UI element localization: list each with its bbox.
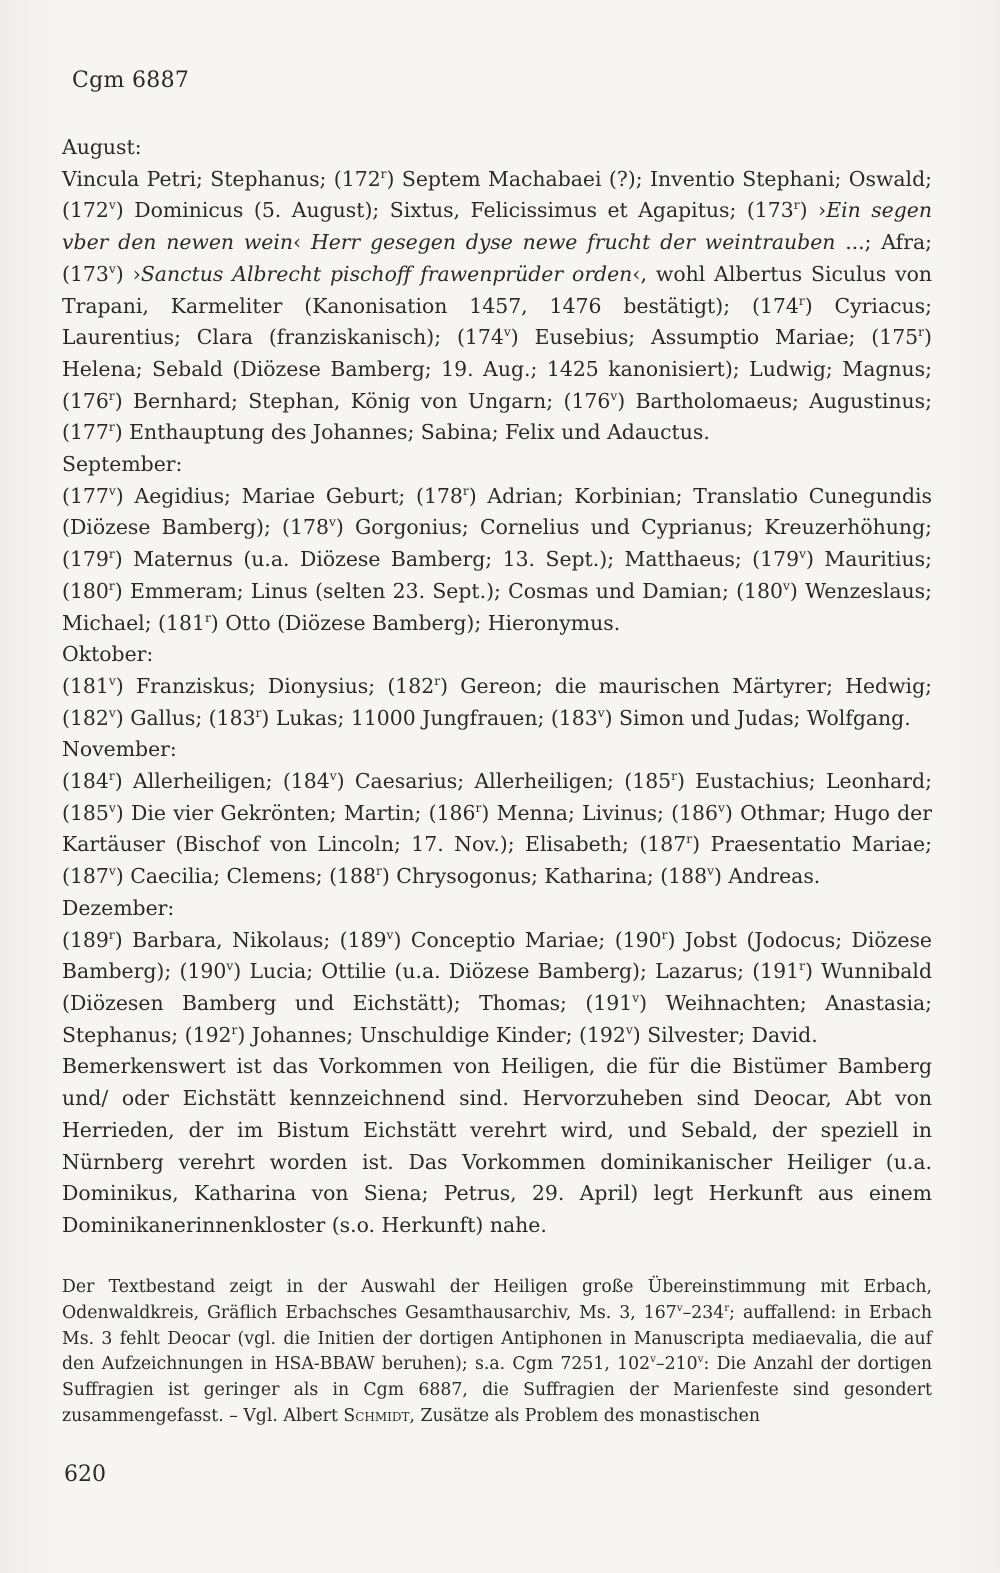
running-head: Cgm 6887	[72, 68, 190, 93]
folio-side-marker: v	[108, 262, 116, 277]
folio-side-marker: r	[108, 420, 115, 435]
month-heading: August:	[62, 135, 142, 159]
folio-side-marker: v	[108, 800, 116, 815]
folio-side-marker: r	[204, 610, 211, 625]
italic-incipit: Ein segen vber den newen wein	[62, 198, 932, 255]
folio-side-marker: r	[434, 674, 441, 689]
month-heading: Dezember:	[62, 895, 175, 920]
folio-side-marker: v	[718, 800, 725, 815]
folio-side-marker: r	[475, 800, 482, 815]
month-heading: Oktober:	[62, 642, 154, 667]
folio-side-marker: r	[918, 325, 925, 340]
folio-side-marker: r	[686, 832, 693, 847]
folio-side-marker: v	[650, 1353, 657, 1366]
folio-side-marker: r	[375, 864, 382, 879]
folio-side-marker: r	[108, 769, 115, 784]
folio-side-marker: v	[632, 991, 640, 1006]
folio-side-marker: v	[108, 705, 116, 720]
calendar-text	[62, 132, 932, 1242]
folio-side-marker: r	[108, 388, 115, 403]
folio-side-marker: r	[799, 959, 805, 974]
folio-side-marker: v	[328, 515, 336, 530]
folio-side-marker: r	[661, 927, 668, 942]
page-number: 620	[64, 1462, 106, 1487]
month-saints: (184$^r$) Allerheiligen; (184$^v$) Caesarius; Allerheiligen; (185$^r$) Eustachius; Leonhard; (185$^v$) Die vier Gekrönten; Martin; (186$^r$) Menna; Livinus; (186$^v$) Othmar; Hugo der Kartäuser (Bischof von Lincoln; 17. Nov.); Elisabeth; (187$^r$) Praesentatio Mariae; (187$^v$) Caecilia; Clemens; (188$^r$) Chrysogonus; Katharina; (188$^v$) Andreas.	[62, 769, 933, 889]
italic-incipit: Sanctus Albrecht pischoff frawenprüder orden	[140, 261, 633, 286]
folio-side-marker: r	[108, 579, 115, 594]
month-heading: September:	[62, 452, 183, 477]
month-heading: November:	[62, 737, 177, 762]
author-name: Schmidt	[343, 1405, 410, 1426]
folio-side-marker: v	[676, 1302, 683, 1315]
folio-side-marker: v	[329, 769, 337, 784]
folio-side-marker: r	[108, 927, 115, 942]
folio-side-marker: v	[610, 388, 618, 403]
folio-side-marker: v	[226, 959, 234, 974]
note-paragraph: Der Textbestand zeigt in der Auswahl der Heiligen große Übereinstimmung mit Erbach, Odenwaldkreis, Gräflich Erbachsches Gesamthausarchiv, Ms. 3, 167$^v$–234$^r$; auffallend: in Erbach Ms. 3 fehlt Deocar (vgl. die Initien der dortigen Antiphonen in Manuscripta mediaevalia, die auf den Aufzeichnungen in HSA-BBAW beruhen); s.a. Cgm 7251, 102$^v$–210$^v$: Die Anzahl der dortigen Suffragien ist geringer als in Cgm 6887, die Suffragien der Marienfeste sind gesondert zusammengefasst. – Vgl. Albert Schmidt, Zusätze als Problem des monastischen	[62, 1277, 932, 1426]
folio-side-marker: v	[707, 864, 714, 879]
folio-side-marker: r	[108, 547, 115, 562]
footnote-block	[62, 1275, 932, 1430]
folio-side-marker: v	[799, 547, 806, 562]
month-saints: Vincula Petri; Stephanus; (172$^r$) Septem Machabaei (?); Inventio Stephani; Oswald; (172$^v$) Dominicus (5. August); Sixtus, Felicissimus et Agapitus; (173$^r$) ›Ein segen vber den newen wein‹ Herr gesegen dyse newe frucht der weintrauben ...; Afra; (173$^v$) ›Sanctus Albrecht pischoff frawenprüder orden‹, wohl Albertus Siculus von Trapani, Karmeliter (Kanonisation 1457, 1476 bestätigt); (174$^r$) Cyriacus; Laurentius; Clara (franziskanisch); (174$^v$) Eusebius; Assumptio Mariae; (175$^r$) Helena; Sebald (Diözese Bamberg; 19. Aug.; 1425 kanonisiert); Ludwig; Magnus; (176$^r$) Bernhard; Stephan, König von Ungarn; (176$^v$) Bartholomaeus; Augustinus; (177$^r$) Enthauptung des Johannes; Sabina; Felix und Adauctus.	[62, 166, 933, 445]
folio-side-marker: r	[671, 769, 677, 784]
folio-side-marker: v	[625, 1022, 633, 1037]
folio-side-marker: v	[108, 674, 116, 689]
folio-side-marker: r	[462, 483, 469, 498]
folio-side-marker: r	[380, 166, 387, 181]
folio-side-marker: r	[798, 293, 805, 308]
month-saints: (189$^r$) Barbara, Nikolaus; (189$^v$) Conceptio Mariae; (190$^r$) Jobst (Jodocus; Diözese Bamberg); (190$^v$) Lucia; Ottilie (u.a. Diözese Bamberg); Lazarus; (191$^r$) Wunnibald (Diözesen Bamberg und Eichstätt); Thomas; (191$^v$) Weihnachten; Anastasia; Stephanus; (192$^r$) Johannes; Unschuldige Kinder; (192$^v$) Silvester; David.	[62, 927, 933, 1047]
month-saints: (181$^v$) Franziskus; Dionysius; (182$^r$) Gereon; die maurischen Märtyrer; Hedwig; (182$^v$) Gallus; (183$^r$) Lukas; 11000 Jungfrauen; (183$^v$) Simon und Judas; Wolfgang.	[62, 673, 932, 730]
folio-side-marker: v	[108, 483, 116, 498]
folio-side-marker: r	[793, 198, 800, 213]
folio-side-marker: v	[597, 705, 605, 720]
folio-side-marker: v	[108, 864, 116, 879]
folio-side-marker: v	[108, 198, 116, 213]
folio-side-marker: r	[255, 705, 262, 720]
italic-incipit: Herr gesegen dyse newe frucht der weintrauben	[310, 230, 836, 255]
folio-side-marker: r	[231, 1022, 238, 1037]
month-saints: (177$^v$) Aegidius; Mariae Geburt; (178$^r$) Adrian; Korbinian; Translatio Cunegundis (Diözese Bamberg); (178$^v$) Gorgonius; Cornelius und Cyprianus; Kreuzerhöhung; (179$^r$) Maternus (u.a. Diözese Bamberg; 13. Sept.); Matthaeus; (179$^v$) Mauritius; (180$^r$) Emmeram; Linus (selten 23. Sept.); Cosmas und Damian; (180$^v$) Wenzeslaus; Michael; (181$^r$) Otto (Diözese Bamberg); Hieronymus.	[62, 483, 933, 635]
folio-side-marker: r	[724, 1302, 730, 1315]
remark-paragraph: Bemerkenswert ist das Vorkommen von Heiligen, die für die Bistümer Bamberg und/ oder Eichstätt kennzeichnend sind. Hervorzuheben sind Deocar, Abt von Herrieden, der im Bistum Eichstätt verehrt wird, und Sebald, der speziell in Nürnberg verehrt worden ist. Das Vorkommen dominikanischer Heiliger (u.a. Dominikus, Katharina von Siena; Petrus, 29. April) legt Herkunft aus einem Dominikanerinnenkloster (s.o. Herkunft) nahe.	[62, 1054, 932, 1237]
folio-side-marker: v	[386, 927, 394, 942]
months-list	[62, 132, 932, 1051]
folio-side-marker: v	[697, 1353, 704, 1366]
folio-side-marker: v	[782, 579, 790, 594]
folio-side-marker: v	[503, 325, 511, 340]
